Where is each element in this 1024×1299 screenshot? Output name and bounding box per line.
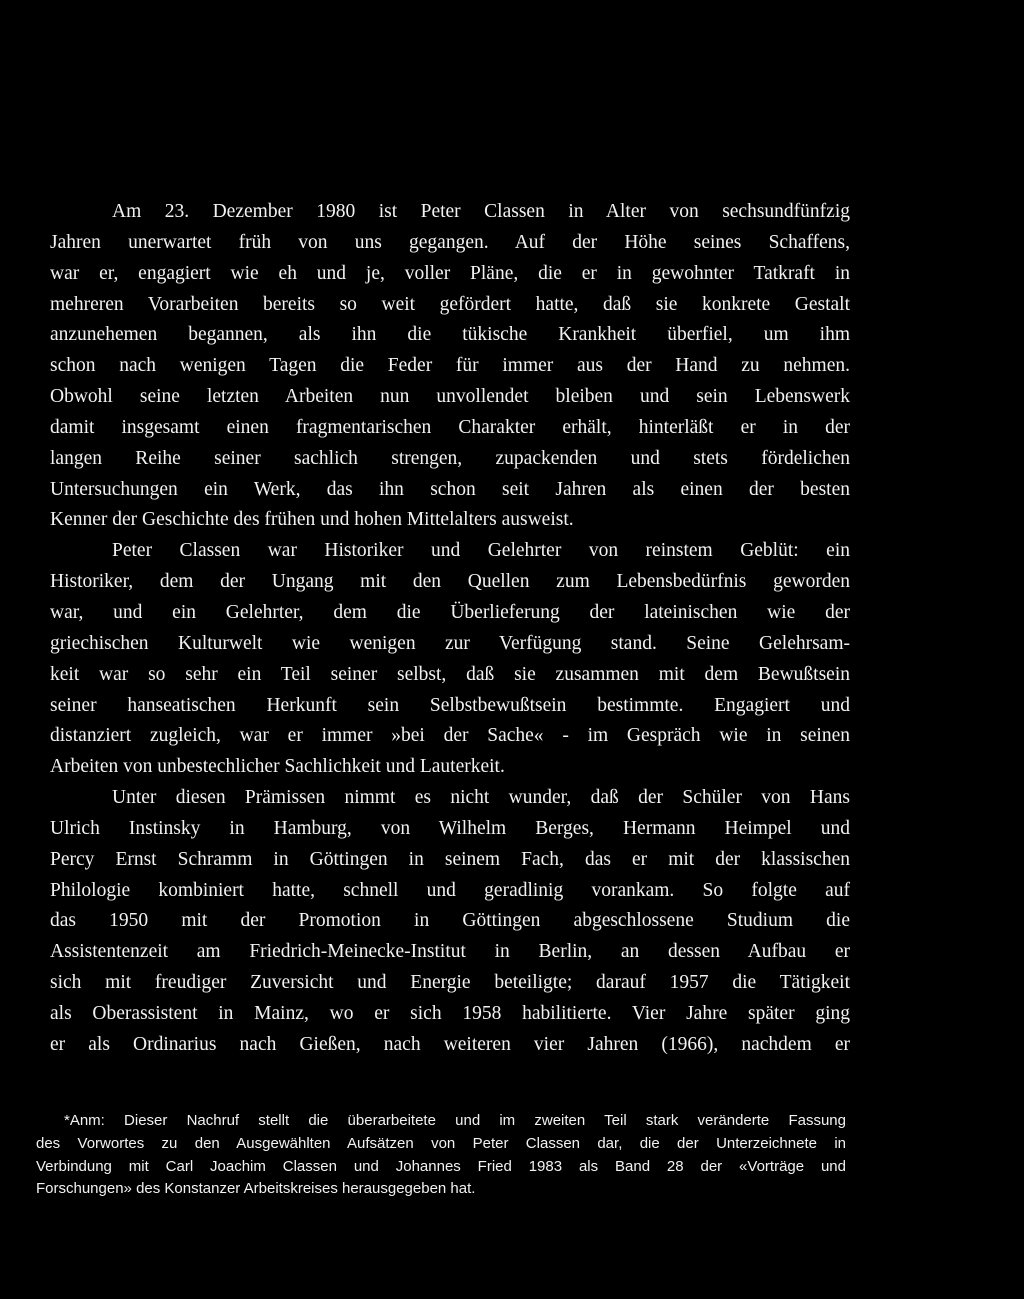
text-line: Percy Ernst Schramm in Göttingen in seinem Fach, das er mit der klassischen — [50, 848, 850, 870]
text-line: Philologie kombiniert hatte, schnell und geradlinig vorankam. So folgte auf — [50, 879, 850, 901]
text-line: war, und ein Gelehrter, dem die Überlieferung der lateinischen wie der — [50, 601, 850, 623]
text-line: Kenner der Geschichte des frühen und hohen Mittelalters ausweist. — [50, 509, 574, 531]
body-text — [50, 197, 850, 1061]
text-line: als Oberassistent in Mainz, wo er sich 1958 habilitierte. Vier Jahre später ging — [50, 1002, 850, 1024]
text-line: Untersuchungen ein Werk, das ihn schon seit Jahren als einen der besten — [50, 478, 850, 500]
text-line: seiner hanseatischen Herkunft sein Selbstbewußtsein bestimmte. Engagiert und — [50, 694, 850, 716]
footnote-line: *Anm: Dieser Nachruf stellt die überarbeitete und im zweiten Teil stark veränderte Fassung — [64, 1112, 846, 1129]
text-line: Arbeiten von unbestechlicher Sachlichkeit und Lauterkeit. — [50, 756, 505, 778]
text-line: schon nach wenigen Tagen die Feder für immer aus der Hand zu nehmen. — [50, 355, 850, 377]
text-line: Assistentenzeit am Friedrich-Meinecke-Institut in Berlin, an dessen Aufbau er — [50, 941, 850, 963]
text-line: war er, engagiert wie eh und je, voller Pläne, die er in gewohnter Tatkraft in — [50, 262, 850, 284]
text-line: das 1950 mit der Promotion in Göttingen abgeschlossene Studium die — [50, 910, 850, 932]
text-line: sich mit freudiger Zuversicht und Energie beteiligte; darauf 1957 die Tätigkeit — [50, 972, 850, 994]
footnote-line: des Vorwortes zu den Ausgewählten Aufsätzen von Peter Classen dar, die der Unterzeichnete in — [36, 1134, 846, 1152]
text-line: Unter diesen Prämissen nimmt es nicht wunder, daß der Schüler von Hans — [112, 787, 850, 809]
text-line: griechischen Kulturwelt wie wenigen zur Verfügung stand. Seine Gelehrsam- — [50, 632, 850, 654]
text-line: Ulrich Instinsky in Hamburg, von Wilhelm Berges, Hermann Heimpel und — [50, 817, 850, 839]
text-line: er als Ordinarius nach Gießen, nach weiteren vier Jahren (1966), nachdem er — [50, 1033, 850, 1055]
text-line: anzunehemen begannen, als ihn die tükische Krankheit überfiel, um ihm — [50, 324, 850, 346]
text-line: damit insgesamt einen fragmentarischen Charakter erhält, hinterläßt er in der — [50, 416, 850, 438]
text-line: Peter Classen war Historiker und Gelehrter von reinstem Geblüt: ein — [112, 540, 850, 562]
footnote-line: Verbindung mit Carl Joachim Classen und Johannes Fried 1983 als Band 28 der «Vorträge und — [36, 1157, 846, 1175]
text-line: mehreren Vorarbeiten bereits so weit gefördert hatte, daß sie konkrete Gestalt — [50, 293, 850, 315]
footnote — [36, 1110, 846, 1201]
text-line: Obwohl seine letzten Arbeiten nun unvollendet bleiben und sein Lebenswerk — [50, 386, 850, 408]
text-line: Historiker, dem der Ungang mit den Quellen zum Lebensbedürfnis geworden — [50, 571, 850, 593]
text-line: Am 23. Dezember 1980 ist Peter Classen in Alter von sechsundfünfzig — [112, 201, 850, 222]
footnote-line: Forschungen» des Konstanzer Arbeitskreises herausgegeben hat. — [36, 1180, 476, 1198]
text-line: langen Reihe seiner sachlich strengen, zupackenden und stets fördelichen — [50, 447, 850, 469]
text-line: Jahren unerwartet früh von uns gegangen. Auf der Höhe seines Schaffens, — [50, 231, 850, 253]
text-line: keit war so sehr ein Teil seiner selbst, daß sie zusammen mit dem Bewußtsein — [50, 663, 850, 685]
text-line: distanziert zugleich, war er immer »bei der Sache« - im Gespräch wie in seinen — [50, 725, 850, 747]
